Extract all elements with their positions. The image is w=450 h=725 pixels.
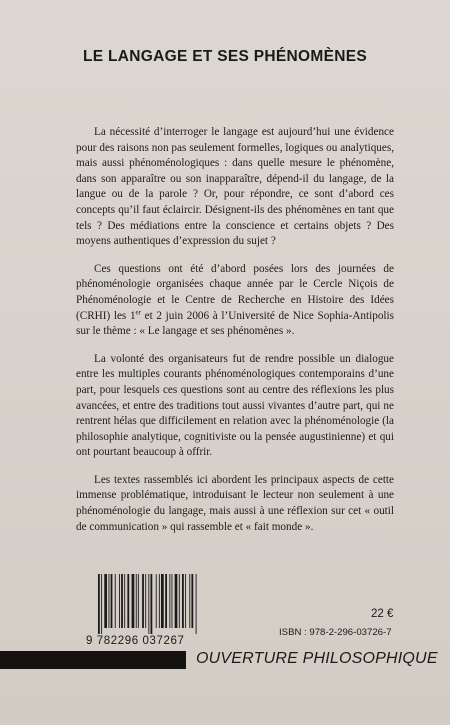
barcode-bar <box>165 574 167 628</box>
blurb-paragraph-1: La nécessité d’interroger le langage est aujourd’hui une évidence pour des raisons non pas seulement formelles, logiques ou analytiques, mais aussi phénoménologiques : dans quelle mesure le phénomène, dans son apparaître ou son inapparaître, dépend-il du langage, de la langue ou de la parole ? Or, pour répondre, ce sont d’abord ces concepts qu’il faut éclaircir. Désignent-ils des phénomènes en tant que tels ? Des médiations entre la conscience et certains objets ? Des moyens authentiques d’expression du sujet ? <box>76 126 394 248</box>
barcode-bar <box>124 574 125 628</box>
barcode-bar <box>179 574 180 628</box>
barcode-bar <box>151 574 153 634</box>
barcode-bar <box>148 574 149 634</box>
barcode-bar <box>159 574 160 628</box>
barcode-bar <box>142 574 144 628</box>
barcode-bar <box>119 574 120 628</box>
blurb-paragraph-4: Les textes rassemblés ici abordent les principaux aspects de cette immense problématique, introduisant le lecteur non seulement à une phénoménologie du langage, mais aussi à une réflexion sur cet « outil de communication » qui rassemble et « fait monde ». <box>76 473 394 533</box>
barcode-bar <box>109 574 110 628</box>
barcode-bar <box>172 574 173 628</box>
barcode-bar <box>175 574 178 628</box>
barcode-bar <box>101 574 102 634</box>
barcode-block <box>86 574 226 647</box>
barcode-bar <box>121 574 123 628</box>
series-band <box>0 651 186 669</box>
book-title: LE LANGAGE ET SES PHÉNOMÈNES <box>83 48 367 65</box>
barcode-bar <box>182 574 184 628</box>
barcode-bar <box>111 574 113 628</box>
barcode-bar <box>115 574 116 628</box>
blurb-paragraph-2 <box>76 262 394 340</box>
barcode-bar <box>191 574 193 628</box>
barcode-bar <box>185 574 186 628</box>
barcode-bar <box>161 574 164 628</box>
barcode-number: 9 782296 037267 <box>86 635 185 647</box>
barcode-bar <box>127 574 129 628</box>
blurb-paragraph-2-before: Ces questions ont été d’abord posées lors des journées de phénoménologie organisées chaque année par le Cercle Niçois de Phénoménologie et le Centre de Recherche en Histoire des Idées (CRHI) les 1 <box>76 262 394 322</box>
barcode-bar <box>169 574 170 628</box>
barcode-bar <box>132 574 135 628</box>
barcode-bar <box>145 574 146 628</box>
barcode-icon <box>96 574 226 634</box>
isbn: ISBN : 978-2-296-03726-7 <box>279 627 392 638</box>
blurb-paragraph-3: La volonté des organisateurs fut de rendre possible un dialogue entre les multiples courants phénoménologiques contemporains d’une part, pour lesquels ces questions sont au centre des réflexions les plus avancées, et entre des traditions tout aussi vivantes d’autre part, qui ne rentrent hélas que difficilement en relation avec la phénoménologie (la philosophie analytique, cognitiviste ou la pensée augustinienne) et qui ont pourtant beaucoup à offrir. <box>76 352 394 459</box>
barcode-bar <box>98 574 100 634</box>
barcode-bar <box>138 574 139 628</box>
barcode-bar <box>104 574 107 628</box>
barcode-bar <box>196 574 197 634</box>
barcode-bar <box>156 574 157 628</box>
ordinal-superscript: er <box>135 307 141 316</box>
blurb-paragraph-2-after: et 2 juin 2006 à l’Université de Nice Sophia-Antipolis sur le thème : « Le langage et ses phénomènes ». <box>76 309 394 338</box>
series-name: OUVERTURE PHILOSOPHIQUE <box>196 650 438 667</box>
barcode-bar <box>136 574 137 628</box>
blurb <box>76 125 394 547</box>
barcode-bar <box>189 574 190 628</box>
price: 22 € <box>371 608 394 620</box>
